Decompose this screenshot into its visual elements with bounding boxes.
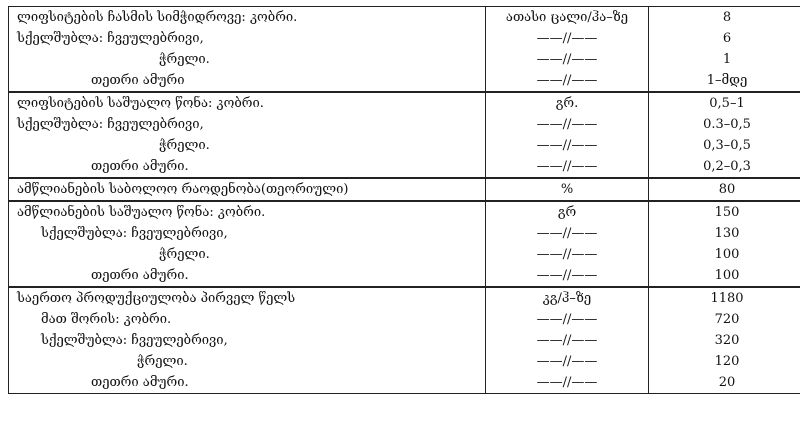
table-row	[9, 178, 800, 201]
table-row	[9, 70, 800, 92]
value-cell: 8	[649, 7, 800, 29]
unit-cell: ——//——	[486, 265, 649, 287]
table-row	[9, 114, 800, 135]
parameter-label: ჭრელი.	[9, 351, 486, 372]
unit-cell: ——//——	[486, 156, 649, 178]
value-cell: 150	[649, 201, 800, 223]
unit-cell: ——//——	[486, 114, 649, 135]
value-cell: 0.3–0,5	[649, 114, 800, 135]
unit-cell: ——//——	[486, 244, 649, 265]
value-cell: 130	[649, 223, 800, 244]
parameter-label: სქელშუბლა: ჩვეულებრივი,	[9, 223, 486, 244]
parameter-label: ამწლიანების საშუალო წონა: კობრი.	[9, 201, 486, 223]
unit-cell: ——//——	[486, 351, 649, 372]
unit-cell: კგ/ჰ–ზე	[486, 287, 649, 309]
parameter-label: ჭრელი.	[9, 49, 486, 70]
unit-cell: ——//——	[486, 223, 649, 244]
table-row	[9, 92, 800, 114]
table-row	[9, 156, 800, 178]
value-cell: 1–მდე	[649, 70, 800, 92]
table-row	[9, 7, 800, 29]
parameter-label: ლიფსიტების საშუალო წონა: კობრი.	[9, 92, 486, 114]
parameter-label: თეთრი ამური	[9, 70, 486, 92]
value-cell: 0,2–0,3	[649, 156, 800, 178]
value-cell: 1	[649, 49, 800, 70]
parameter-label: სქელშუბლა: ჩვეულებრივი,	[9, 114, 486, 135]
value-cell: 80	[649, 178, 800, 201]
unit-cell: ——//——	[486, 330, 649, 351]
value-cell: 320	[649, 330, 800, 351]
parameter-label: ჭრელი.	[9, 244, 486, 265]
table-row	[9, 201, 800, 223]
table-row	[9, 330, 800, 351]
table-row	[9, 28, 800, 49]
unit-cell: ათასი ცალი/ჰა–ზე	[486, 7, 649, 29]
table-row	[9, 244, 800, 265]
unit-cell: გრ	[486, 201, 649, 223]
parameter-label: თეთრი ამური.	[9, 372, 486, 394]
table-row	[9, 223, 800, 244]
unit-cell: %	[486, 178, 649, 201]
table-row	[9, 49, 800, 70]
table-row	[9, 351, 800, 372]
parameter-label: სქელშუბლა: ჩვეულებრივი,	[9, 330, 486, 351]
parameter-label: თეთრი ამური.	[9, 265, 486, 287]
value-cell: 20	[649, 372, 800, 394]
parameter-label: ლიფსიტების ჩასმის სიმჭიდროვე: კობრი.	[9, 7, 486, 29]
unit-cell: ——//——	[486, 309, 649, 330]
table-row	[9, 372, 800, 394]
table-row	[9, 265, 800, 287]
value-cell: 100	[649, 265, 800, 287]
unit-cell: ——//——	[486, 49, 649, 70]
parameter-label: საერთო პროდუქციულობა პირველ წელს	[9, 287, 486, 309]
parameter-label: თეთრი ამური.	[9, 156, 486, 178]
fish-stocking-table	[8, 6, 800, 394]
value-cell: 1180	[649, 287, 800, 309]
value-cell: 6	[649, 28, 800, 49]
value-cell: 0,5–1	[649, 92, 800, 114]
value-cell: 100	[649, 244, 800, 265]
table-body	[9, 7, 800, 394]
unit-cell: ——//——	[486, 135, 649, 156]
parameter-label: ამწლიანების საბოლოო რაოდენობა(თეორიული)	[9, 178, 486, 201]
table-row	[9, 287, 800, 309]
table-row	[9, 309, 800, 330]
unit-cell: გრ.	[486, 92, 649, 114]
parameter-label: ჭრელი.	[9, 135, 486, 156]
value-cell: 0,3–0,5	[649, 135, 800, 156]
unit-cell: ——//——	[486, 70, 649, 92]
value-cell: 720	[649, 309, 800, 330]
parameter-label: მათ შორის: კობრი.	[9, 309, 486, 330]
parameter-label: სქელშუბლა: ჩვეულებრივი,	[9, 28, 486, 49]
unit-cell: ——//——	[486, 28, 649, 49]
value-cell: 120	[649, 351, 800, 372]
unit-cell: ——//——	[486, 372, 649, 394]
table-row	[9, 135, 800, 156]
